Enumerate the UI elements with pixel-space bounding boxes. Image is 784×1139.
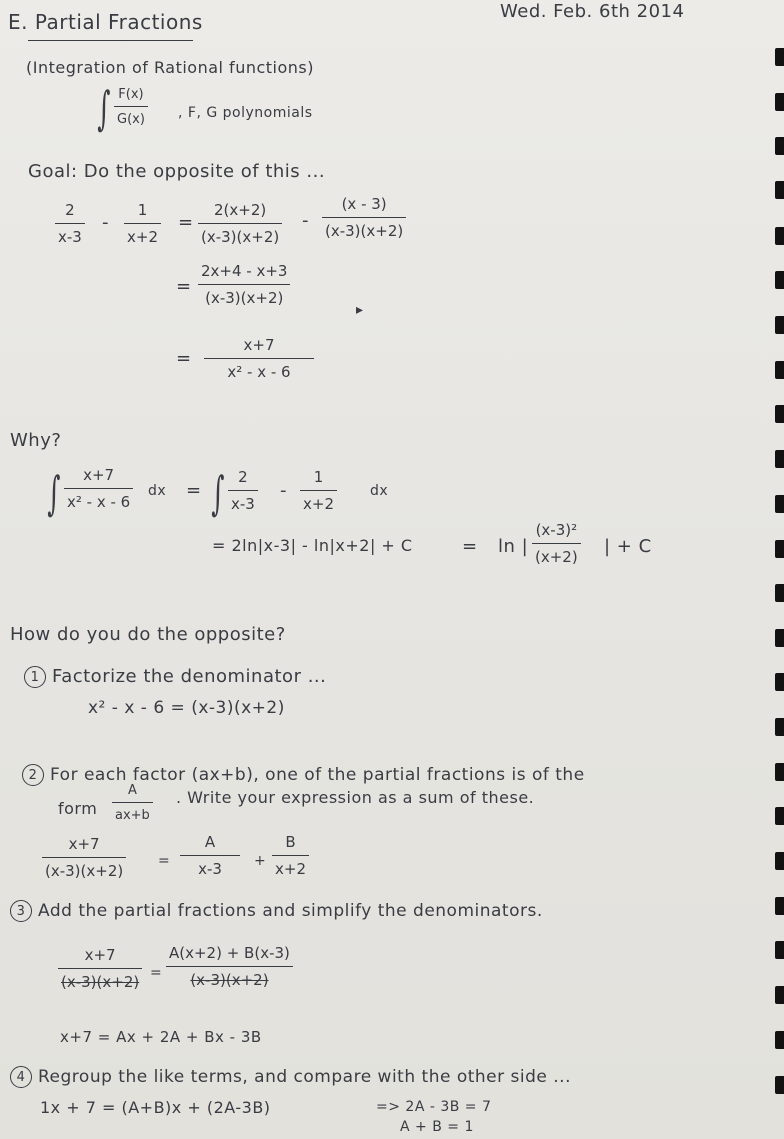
step-4-eq: 1x + 7 = (A+B)x + (2A-3B) — [40, 1098, 271, 1117]
step-1-text: Factorize the denominator ... — [52, 666, 327, 687]
arrow-marker: ▸ — [356, 302, 364, 318]
why-line-2: = 2ln|x-3| - ln|x+2| + C — [212, 536, 413, 555]
integral-sign: ∫ — [97, 81, 111, 135]
step-1-eq: x² - x - 6 = (x-3)(x+2) — [88, 698, 285, 718]
equals-sign: = — [150, 965, 163, 981]
minus-sign: - — [280, 480, 287, 501]
step-3-fraction-2: A(x+2) + B(x-3) (x-3)(x+2) — [166, 946, 293, 988]
equals-sign: = — [176, 348, 192, 369]
intro-fraction: F(x) G(x) — [114, 88, 148, 126]
subtitle: (Integration of Rational functions) — [26, 58, 314, 77]
page-title: E. Partial Fractions — [8, 10, 203, 34]
why-fraction-3: 1 x+2 — [300, 470, 337, 512]
minus-sign: - — [102, 212, 109, 233]
plus-sign: + — [254, 853, 267, 869]
step-2-fraction-2: A x-3 — [180, 835, 240, 877]
why-label: Why? — [10, 430, 62, 451]
why-fraction-4: (x-3)² (x+2) — [532, 523, 581, 565]
why-fraction-1: x+7 x² - x - 6 — [64, 468, 133, 510]
goal-fraction-2: 1 x+2 — [124, 203, 161, 245]
integral-sign: ∫ — [211, 466, 225, 520]
step-number: 2 — [22, 764, 44, 786]
form-word: form — [58, 799, 98, 818]
title-underline — [28, 40, 193, 41]
binder-holes — [770, 0, 784, 1139]
step-number: 3 — [10, 900, 32, 922]
goal-fraction-4: (x - 3) (x-3)(x+2) — [322, 197, 406, 239]
dx: dx — [148, 483, 167, 499]
goal-step-3: x+7 x² - x - 6 — [204, 338, 314, 380]
step-4-text: Regroup the like terms, and compare with the other side ... — [38, 1067, 571, 1087]
equals-sign: = — [158, 853, 171, 869]
integral-sign: ∫ — [47, 466, 61, 520]
step-2-text: For each factor (ax+b), one of the partial fractions is of the — [50, 765, 585, 785]
step-number: 4 — [10, 1066, 32, 1088]
step-4 — [10, 1066, 571, 1088]
goal-step-2: 2x+4 - x+3 (x-3)(x+2) — [198, 264, 290, 306]
step-3 — [10, 900, 543, 922]
equals-sign: = — [186, 480, 202, 501]
ln-text: ln | — [498, 536, 529, 557]
minus-sign: - — [302, 210, 309, 231]
dx: dx — [370, 483, 389, 499]
goal-fraction-1: 2 x-3 — [55, 203, 85, 245]
step-2-fraction-1: x+7 (x-3)(x+2) — [42, 837, 126, 879]
step-3-eq: x+7 = Ax + 2A + Bx - 3B — [60, 1028, 262, 1046]
how-question: How do you do the opposite? — [10, 624, 286, 645]
step-2-fraction-3: B x+2 — [272, 835, 309, 877]
step-3-fraction-1: x+7 (x-3)(x+2) — [58, 948, 142, 990]
step-4-result-2: A + B = 1 — [400, 1119, 474, 1135]
goal-text: Goal: Do the opposite of this ... — [28, 161, 326, 182]
step-number: 1 — [24, 666, 46, 688]
step-2-line-2: . Write your expression as a sum of these. — [176, 788, 535, 807]
equals-sign: = — [462, 536, 478, 557]
step-3-text: Add the partial fractions and simplify the denominators. — [38, 901, 543, 921]
step-4-result-1: => 2A - 3B = 7 — [376, 1099, 492, 1115]
date: Wed. Feb. 6th 2014 — [500, 1, 685, 22]
step-1 — [24, 666, 326, 688]
why-tail: | + C — [604, 536, 652, 557]
step-2-form-fraction: A ax+b — [112, 784, 153, 822]
equals-sign: = — [178, 212, 194, 233]
why-fraction-2: 2 x-3 — [228, 470, 258, 512]
step-2 — [22, 764, 585, 786]
intro-note: , F, G polynomials — [178, 105, 313, 121]
goal-fraction-3: 2(x+2) (x-3)(x+2) — [198, 203, 282, 245]
equals-sign: = — [176, 276, 192, 297]
